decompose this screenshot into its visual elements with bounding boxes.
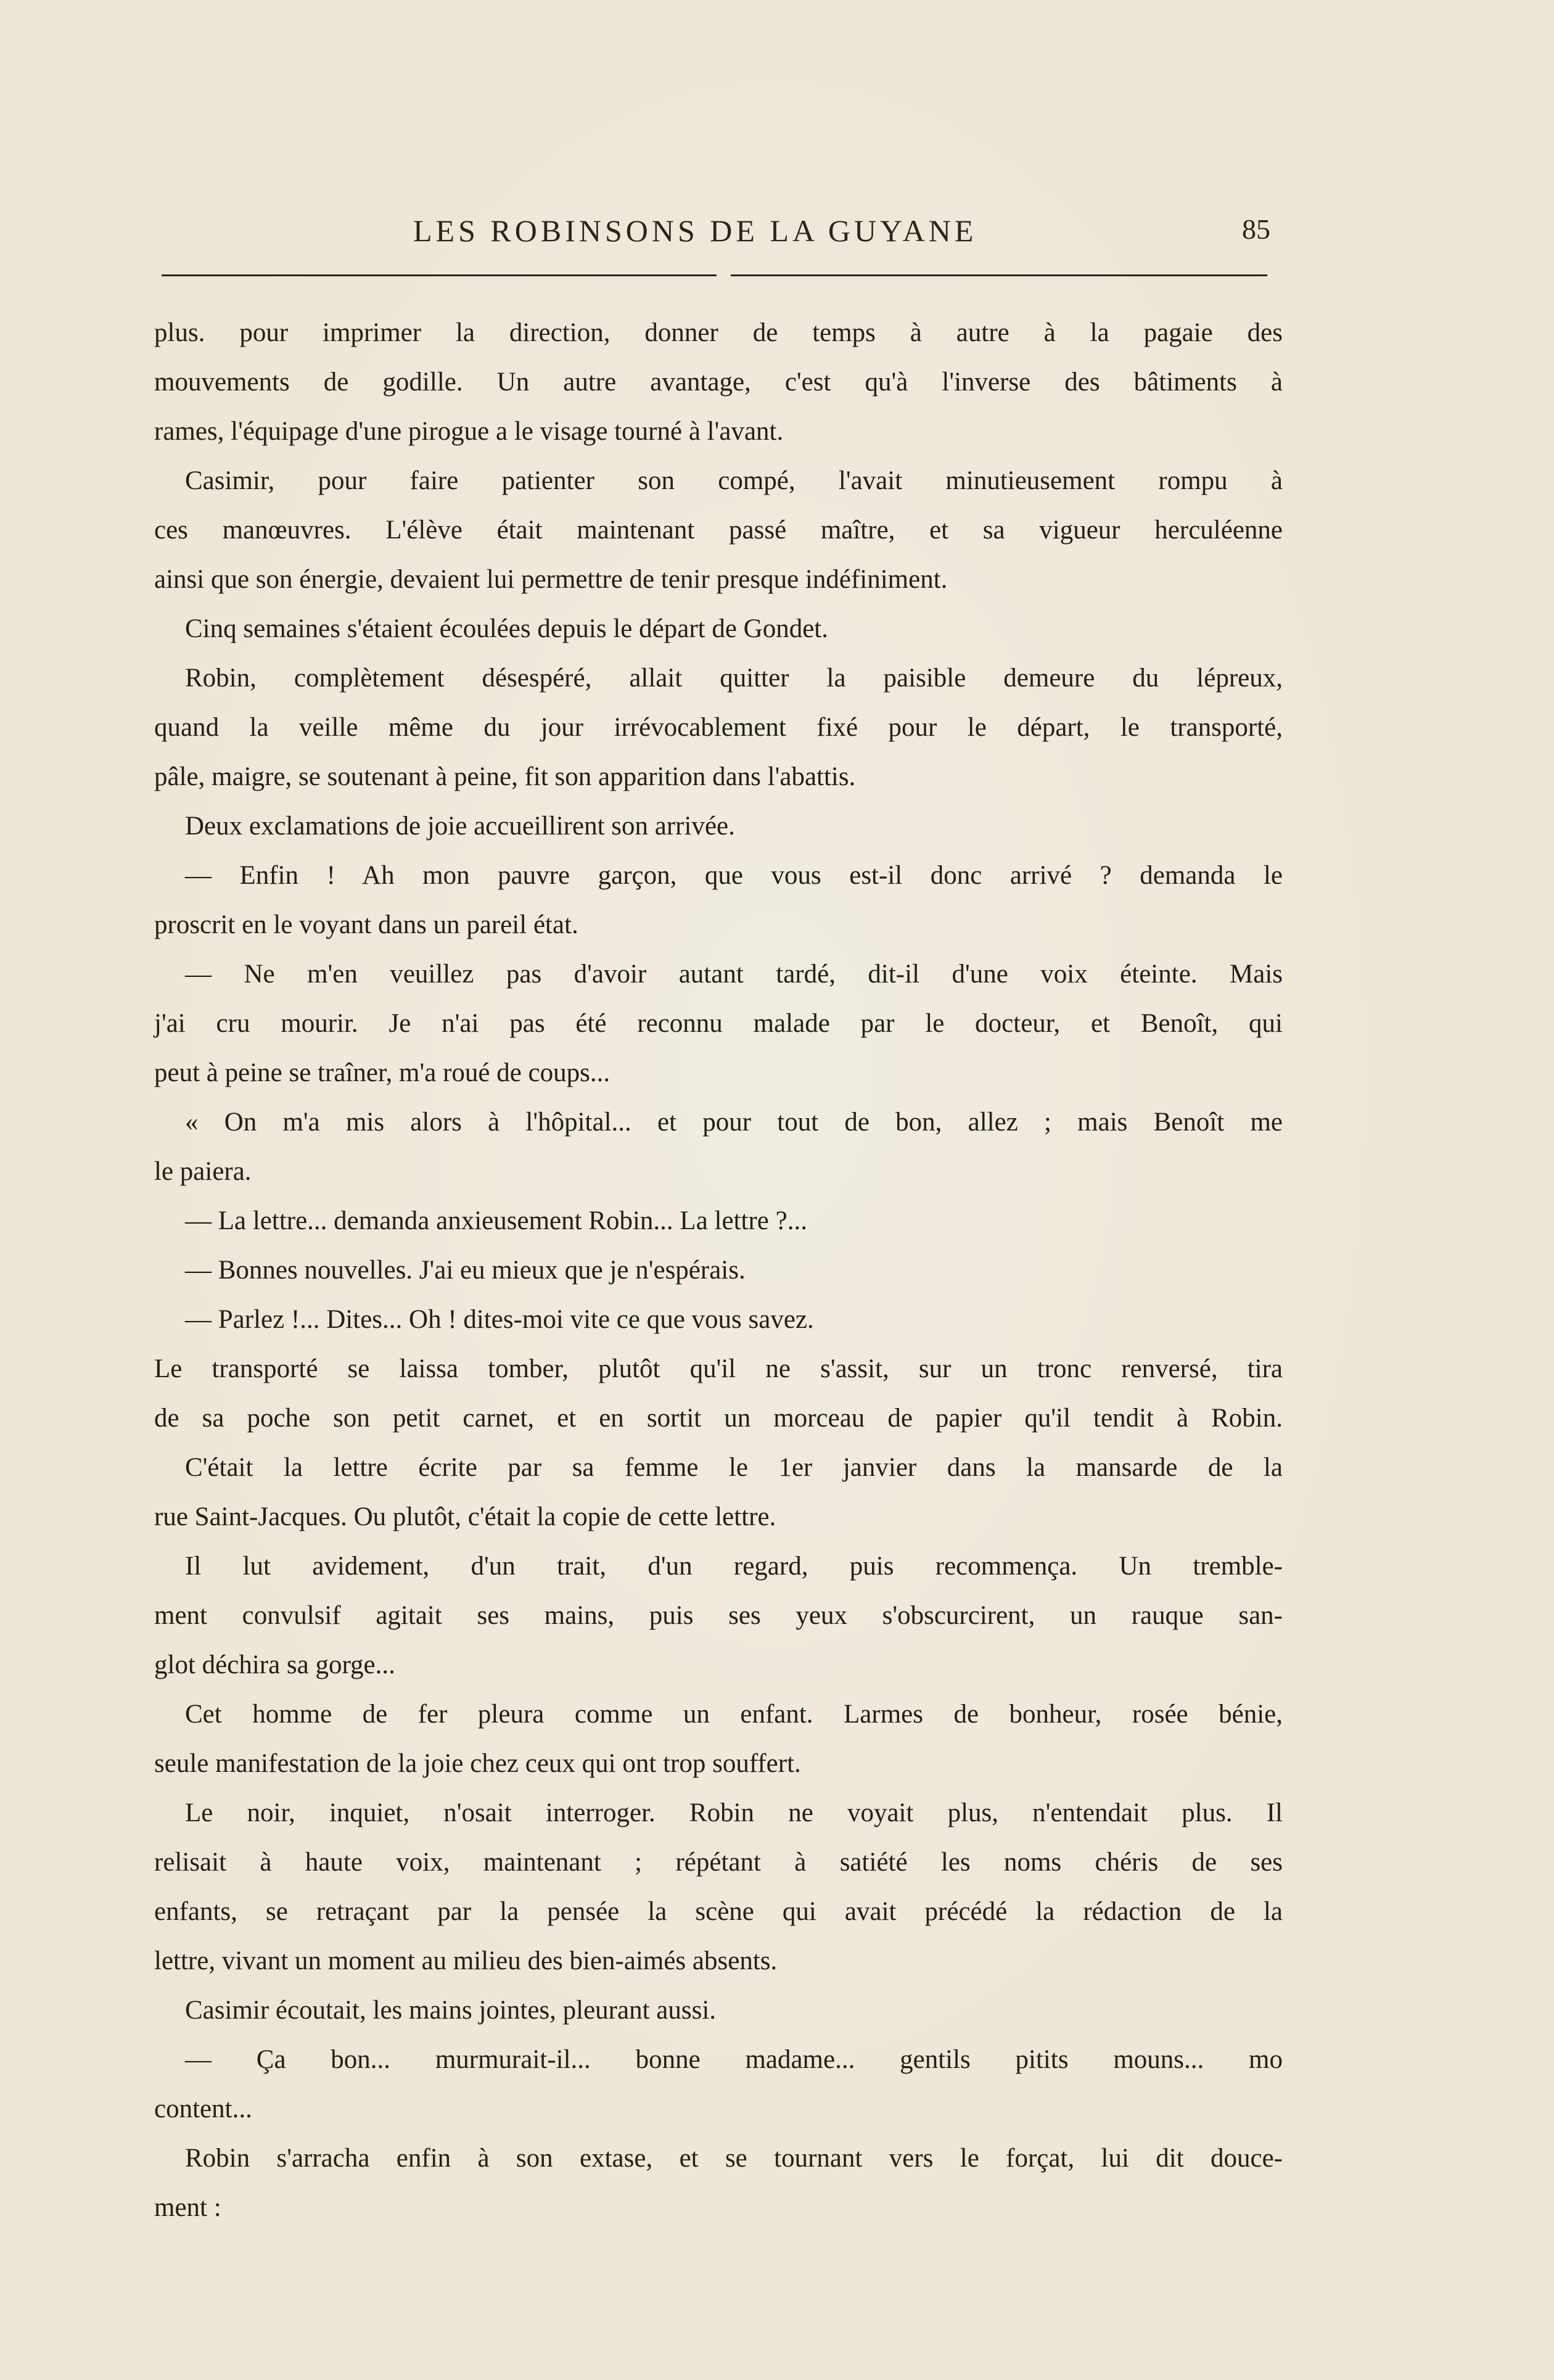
- text-line: rue Saint-Jacques. Ou plutôt, c'était la copie de cette lettre.: [154, 1502, 776, 1531]
- text-line: Casimir écoutait, les mains jointes, pleurant aussi.: [185, 1996, 717, 2025]
- text-line: Il lut avidement, d'un trait, d'un regard, puis recommença. Un tremble-: [185, 1552, 1283, 1581]
- text-line: Deux exclamations de joie accueillirent son arrivée.: [185, 812, 735, 841]
- text-line: — Enfin ! Ah mon pauvre garçon, que vous est-il donc arrivé ? demanda le: [185, 861, 1283, 890]
- text-line: Casimir, pour faire patienter son compé, l'avait minutieusement rompu à: [185, 466, 1283, 495]
- text-line: Robin s'arracha enfin à son extase, et se tournant vers le forçat, lui dit douce-: [185, 2144, 1283, 2173]
- text-line: content...: [154, 2094, 252, 2123]
- text-line: ces manœuvres. L'élève était maintenant passé maître, et sa vigueur herculéenne: [154, 516, 1283, 545]
- header-rule-left: [162, 274, 717, 276]
- text-line: Cet homme de fer pleura comme un enfant. Larmes de bonheur, rosée bénie,: [185, 1700, 1283, 1729]
- text-line: proscrit en le voyant dans un pareil état.: [154, 910, 578, 939]
- text-line: relisait à haute voix, maintenant ; répétant à satiété les noms chéris de ses: [154, 1848, 1283, 1877]
- text-line: ment convulsif agitait ses mains, puis ses yeux s'obscurcirent, un rauque san-: [154, 1601, 1283, 1630]
- running-title: LES ROBINSONS DE LA GUYANE: [413, 213, 977, 248]
- header-rule-right: [731, 274, 1267, 276]
- text-line: — Ça bon... murmurait-il... bonne madame... gentils pitits mouns... mo: [185, 2045, 1283, 2074]
- text-line: Robin, complètement désespéré, allait quitter la paisible demeure du lépreux,: [185, 664, 1283, 693]
- text-line: — Ne m'en veuillez pas d'avoir autant tardé, dit-il d'une voix éteinte. Mais: [185, 960, 1283, 989]
- text-line: le paiera.: [154, 1157, 252, 1186]
- text-line: C'était la lettre écrite par sa femme le 1er janvier dans la mansarde de la: [185, 1453, 1283, 1482]
- running-head: [160, 213, 1270, 256]
- text-line: glot déchira sa gorge...: [154, 1650, 395, 1679]
- text-line: quand la veille même du jour irrévocablement fixé pour le départ, le transporté,: [154, 713, 1283, 742]
- text-line: ainsi que son énergie, devaient lui permettre de tenir presque indéfiniment.: [154, 565, 948, 594]
- text-line: Le transporté se laissa tomber, plutôt qu'il ne s'assit, sur un tronc renversé, tira: [154, 1354, 1283, 1383]
- text-line: mouvements de godille. Un autre avantage, c'est qu'à l'inverse des bâtiments à: [154, 368, 1283, 397]
- text-line: rames, l'équipage d'une pirogue a le visage tourné à l'avant.: [154, 417, 784, 446]
- text-line: peut à peine se traîner, m'a roué de coups...: [154, 1058, 610, 1087]
- text-line: j'ai cru mourir. Je n'ai pas été reconnu malade par le docteur, et Benoît, qui: [154, 1009, 1283, 1038]
- text-line: Le noir, inquiet, n'osait interroger. Robin ne voyait plus, n'entendait plus. Il: [185, 1798, 1283, 1827]
- text-line: « On m'a mis alors à l'hôpital... et pour tout de bon, allez ; mais Benoît me: [185, 1108, 1283, 1137]
- text-line: ment :: [154, 2193, 221, 2222]
- text-line: — Bonnes nouvelles. J'ai eu mieux que je n'espérais.: [185, 1256, 746, 1285]
- text-line: enfants, se retraçant par la pensée la scène qui avait précédé la rédaction de la: [154, 1897, 1283, 1926]
- text-line: plus. pour imprimer la direction, donner de temps à autre à la pagaie des: [154, 318, 1283, 347]
- text-line: seule manifestation de la joie chez ceux qui ont trop souffert.: [154, 1749, 801, 1778]
- text-line: pâle, maigre, se soutenant à peine, fit son apparition dans l'abattis.: [154, 762, 856, 791]
- text-line: — La lettre... demanda anxieusement Robin... La lettre ?...: [185, 1206, 807, 1235]
- text-line: de sa poche son petit carnet, et en sortit un morceau de papier qu'il tendit à Robin.: [154, 1404, 1283, 1433]
- text-line: lettre, vivant un moment au milieu des bien-aimés absents.: [154, 1946, 778, 1975]
- page-number: 85: [1242, 213, 1270, 245]
- text-line: — Parlez !... Dites... Oh ! dites-moi vite ce que vous savez.: [185, 1305, 814, 1334]
- text-line: Cinq semaines s'étaient écoulées depuis le départ de Gondet.: [185, 614, 829, 643]
